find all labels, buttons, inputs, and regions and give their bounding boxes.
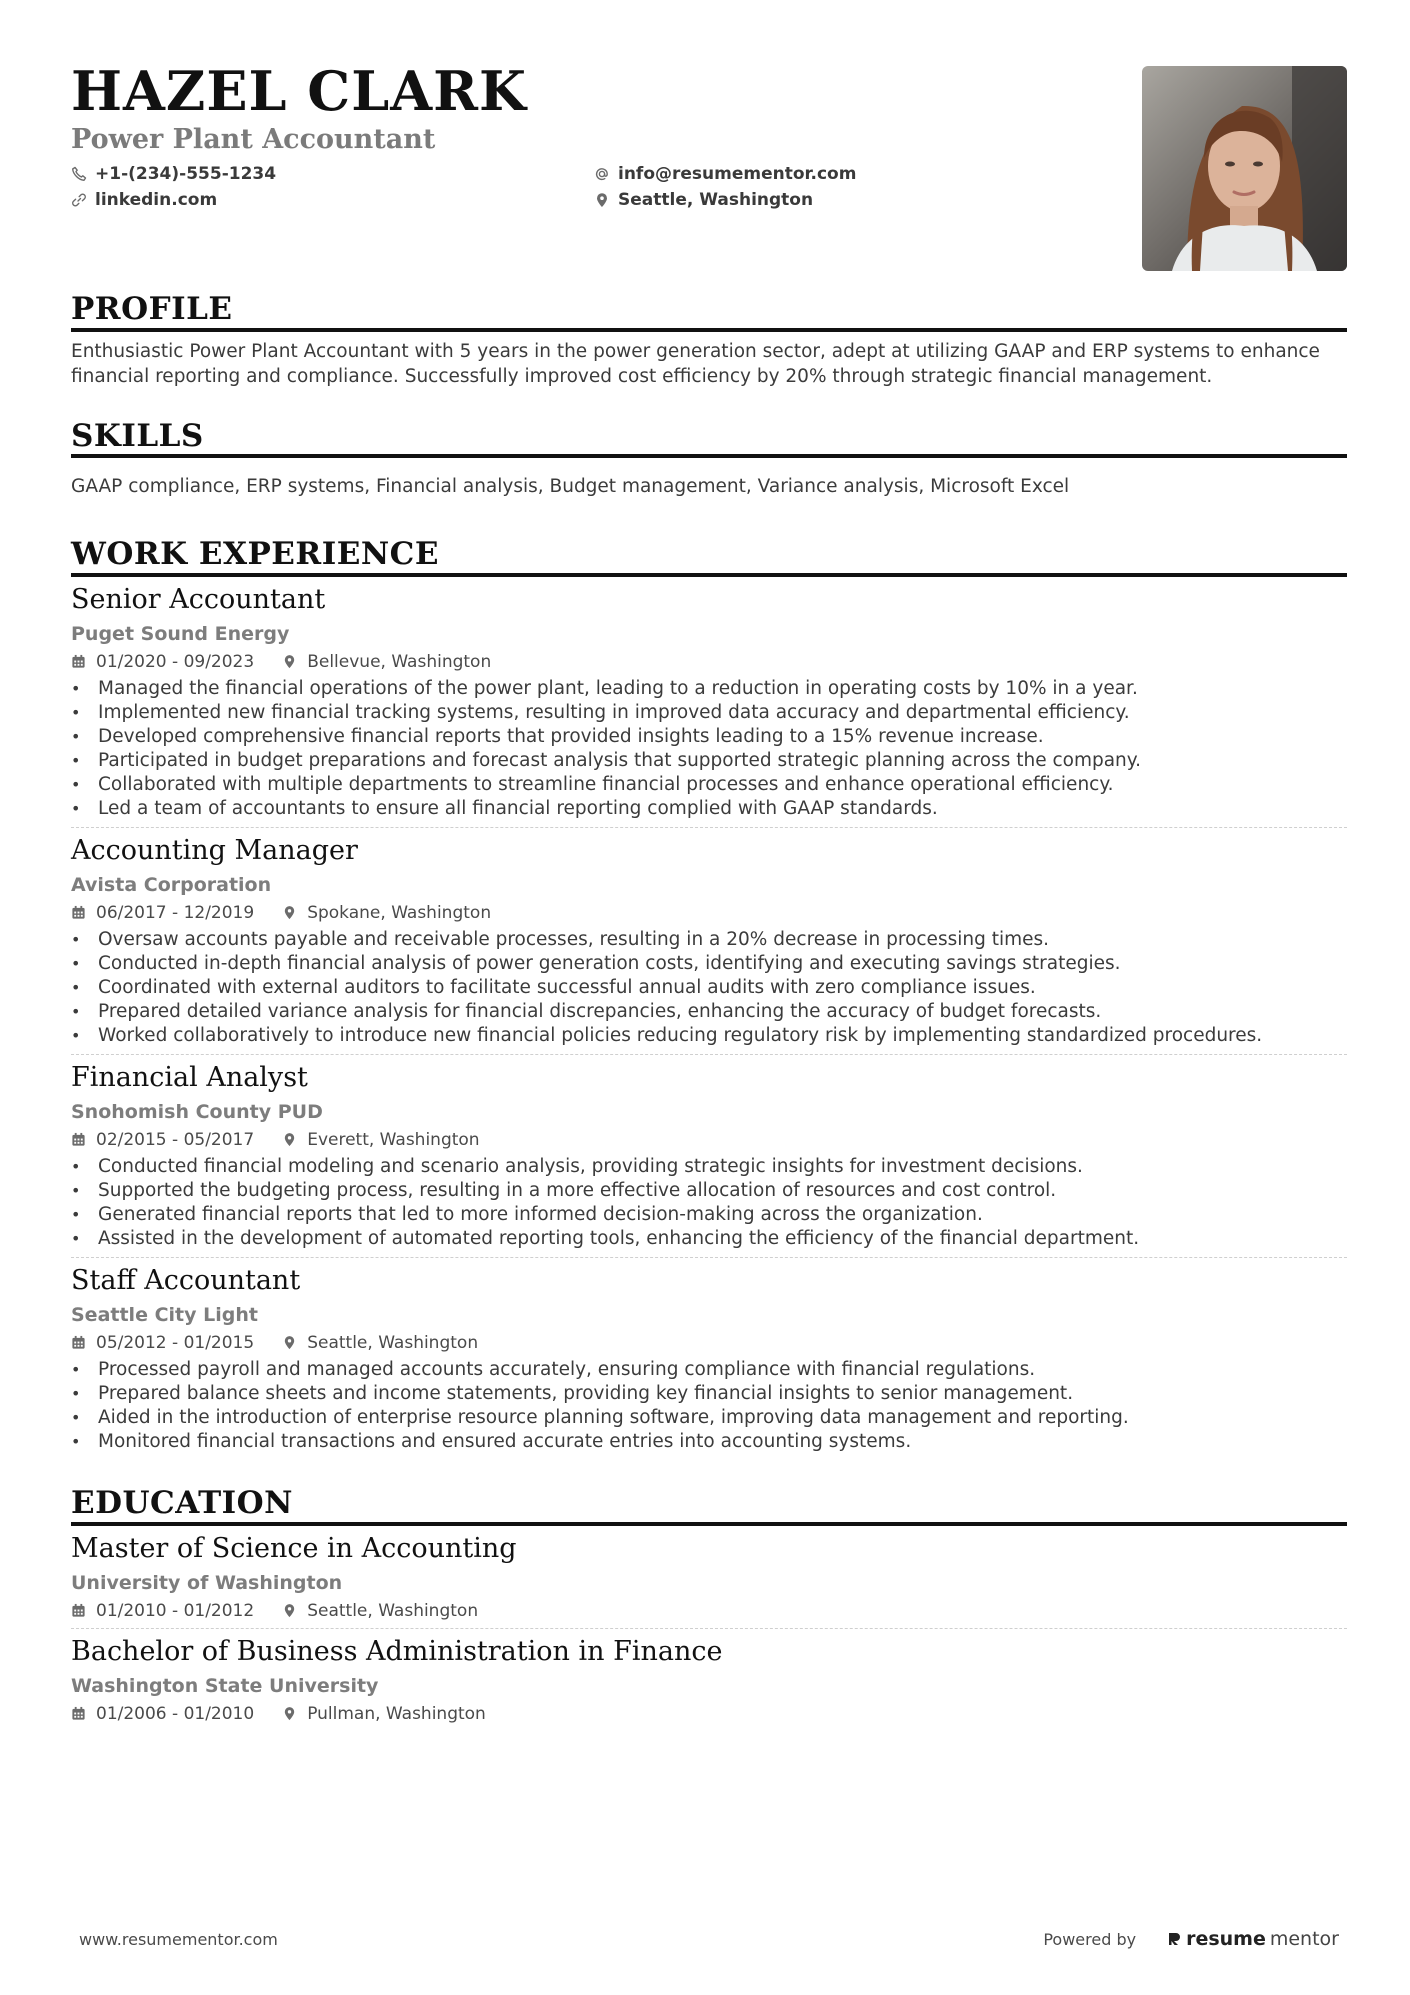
- entry-dates: 01/2010 - 01/2012: [96, 1600, 255, 1621]
- profile-section: [71, 292, 1347, 389]
- location-pin-icon: [594, 192, 610, 208]
- skills-section: [71, 419, 1347, 500]
- entry-location: Bellevue, Washington: [307, 651, 492, 672]
- job-bullet: • Prepared balance sheets and income statements, providing key financial insights to senior management.: [71, 1382, 1347, 1406]
- entry-dates: 06/2017 - 12/2019: [96, 902, 255, 923]
- job-entry: [71, 577, 1347, 828]
- calendar-icon: [71, 1335, 86, 1350]
- contact-location: [594, 190, 894, 210]
- location-pin-icon: [282, 905, 297, 920]
- job-bullets: [71, 677, 1347, 821]
- resumementor-logo-icon: [1166, 1931, 1182, 1947]
- calendar-icon: [71, 654, 86, 669]
- entry-location: Pullman, Washington: [307, 1703, 486, 1724]
- skills-text: GAAP compliance, ERP systems, Financial analysis, Budget management, Variance analysis, Microsoft Excel: [71, 476, 1070, 498]
- job-bullet: • Coordinated with external auditors to facilitate successful annual audits with zero compliance issues.: [71, 976, 1347, 1000]
- job-list: [71, 577, 1347, 1460]
- linkedin-text[interactable]: linkedin.com: [95, 190, 218, 210]
- skills-heading: SKILLS: [71, 419, 1347, 459]
- degree-title: Master of Science in Accounting: [71, 1532, 517, 1564]
- contact-phone: [71, 164, 594, 184]
- job-entry: [71, 828, 1347, 1055]
- job-bullet: • Led a team of accountants to ensure all financial reporting complied with GAAP standards.: [71, 797, 1347, 821]
- job-bullet: • Processed payroll and managed accounts accurately, ensuring compliance with financial regulations.: [71, 1358, 1347, 1382]
- job-title: Staff Accountant: [71, 1264, 301, 1296]
- education-entry: [71, 1629, 1347, 1731]
- location-pin-icon: [282, 1335, 297, 1350]
- resumementor-logo[interactable]: [1166, 1928, 1339, 1950]
- work-experience-heading: WORK EXPERIENCE: [71, 537, 1347, 577]
- job-bullet: • Implemented new financial tracking systems, resulting in improved data accuracy and departmental efficiency.: [71, 701, 1347, 725]
- location-pin-icon: [282, 1603, 297, 1618]
- calendar-icon: [71, 1603, 86, 1618]
- entry-meta: [71, 1703, 1347, 1725]
- job-bullet: • Aided in the introduction of enterprise resource planning software, improving data management and reporting.: [71, 1406, 1347, 1430]
- entry-dates: 01/2020 - 09/2023: [96, 651, 255, 672]
- school-name: Washington State University: [71, 1674, 379, 1697]
- candidate-title: Power Plant Accountant: [71, 124, 436, 155]
- entry-location: Everett, Washington: [307, 1129, 480, 1150]
- job-bullet: • Worked collaboratively to introduce new financial policies reducing regulatory risk by implementing standardized procedures.: [71, 1024, 1347, 1048]
- job-bullet: • Collaborated with multiple departments to streamline financial processes and enhance operational efficiency.: [71, 773, 1347, 797]
- link-icon: [71, 192, 87, 208]
- profile-photo: [1142, 66, 1347, 271]
- entry-meta: [71, 651, 1347, 673]
- contact-info: [71, 164, 901, 210]
- entry-meta: [71, 902, 1347, 924]
- company-name: Puget Sound Energy: [71, 622, 290, 645]
- footer-branding: [1043, 1928, 1339, 1950]
- job-bullet: • Conducted financial modeling and scenario analysis, providing strategic insights for investment decisions.: [71, 1155, 1347, 1179]
- degree-title: Bachelor of Business Administration in Finance: [71, 1635, 723, 1667]
- job-entry: [71, 1055, 1347, 1258]
- location-pin-icon: [282, 1132, 297, 1147]
- calendar-icon: [71, 1132, 86, 1147]
- phone-icon: [71, 166, 87, 182]
- phone-text[interactable]: +1-(234)-555-1234: [95, 164, 277, 184]
- school-name: University of Washington: [71, 1571, 343, 1594]
- email-text[interactable]: info@resumementor.com: [618, 164, 857, 184]
- location-text: Seattle, Washington: [618, 190, 814, 210]
- job-title: Senior Accountant: [71, 583, 326, 615]
- job-bullets: [71, 1358, 1347, 1454]
- calendar-icon: [71, 1706, 86, 1721]
- entry-dates: 01/2006 - 01/2010: [96, 1703, 255, 1724]
- entry-location: Spokane, Washington: [307, 902, 492, 923]
- education-list: [71, 1526, 1347, 1731]
- location-pin-icon: [282, 654, 297, 669]
- work-experience-section: [71, 537, 1347, 1460]
- profile-heading: PROFILE: [71, 292, 1347, 332]
- profile-text: Enthusiastic Power Plant Accountant with 5 years in the power generation sector, adept at utilizing GAAP and ERP systems to enhance financial reporting and compliance. Successfully improved cost efficiency by 20% through strategic financial management.: [71, 340, 1320, 387]
- education-section: [71, 1486, 1347, 1731]
- resume-page: [71, 60, 1347, 1731]
- resume-header: [71, 59, 1347, 274]
- job-bullet: • Prepared detailed variance analysis for financial discrepancies, enhancing the accuracy of budget forecasts.: [71, 1000, 1347, 1024]
- entry-location: Seattle, Washington: [307, 1332, 479, 1353]
- job-title: Financial Analyst: [71, 1061, 308, 1093]
- job-bullet: • Oversaw accounts payable and receivable processes, resulting in a 20% decrease in processing times.: [71, 928, 1347, 952]
- education-heading: EDUCATION: [71, 1486, 1347, 1526]
- job-title: Accounting Manager: [71, 834, 358, 866]
- job-bullet: • Assisted in the development of automated reporting tools, enhancing the efficiency of the financial department.: [71, 1227, 1347, 1251]
- contact-linkedin: [71, 190, 594, 210]
- job-bullet: • Managed the financial operations of the power plant, leading to a reduction in operating costs by 10% in a year.: [71, 677, 1347, 701]
- job-bullet: • Generated financial reports that led to more informed decision-making across the organization.: [71, 1203, 1347, 1227]
- entry-meta: [71, 1332, 1347, 1354]
- job-entry: [71, 1258, 1347, 1460]
- entry-meta: [71, 1600, 1347, 1622]
- footer-website[interactable]: www.resumementor.com: [79, 1930, 278, 1949]
- education-entry: [71, 1526, 1347, 1629]
- location-pin-icon: [282, 1706, 297, 1721]
- company-name: Avista Corporation: [71, 873, 272, 896]
- job-bullet: • Supported the budgeting process, resulting in a more effective allocation of resources and cost control.: [71, 1179, 1347, 1203]
- candidate-name: HAZEL CLARK: [71, 59, 527, 123]
- job-bullet: • Conducted in-depth financial analysis of power generation costs, identifying and executing savings strategies.: [71, 952, 1347, 976]
- company-name: Seattle City Light: [71, 1303, 258, 1326]
- at-icon: [594, 166, 610, 182]
- entry-dates: 02/2015 - 05/2017: [96, 1129, 255, 1150]
- entry-location: Seattle, Washington: [307, 1600, 479, 1621]
- entry-meta: [71, 1129, 1347, 1151]
- brand-bold: resume: [1186, 1928, 1266, 1950]
- entry-dates: 05/2012 - 01/2015: [96, 1332, 255, 1353]
- job-bullets: [71, 1155, 1347, 1251]
- contact-email: [594, 164, 894, 184]
- brand-light: mentor: [1269, 1928, 1339, 1950]
- calendar-icon: [71, 905, 86, 920]
- job-bullet: • Developed comprehensive financial reports that provided insights leading to a 15% revenue increase.: [71, 725, 1347, 749]
- company-name: Snohomish County PUD: [71, 1100, 323, 1123]
- powered-by-label: Powered by: [1043, 1929, 1137, 1949]
- job-bullet: • Monitored financial transactions and ensured accurate entries into accounting systems.: [71, 1430, 1347, 1454]
- job-bullet: • Participated in budget preparations and forecast analysis that supported strategic planning across the company.: [71, 749, 1347, 773]
- job-bullets: [71, 928, 1347, 1048]
